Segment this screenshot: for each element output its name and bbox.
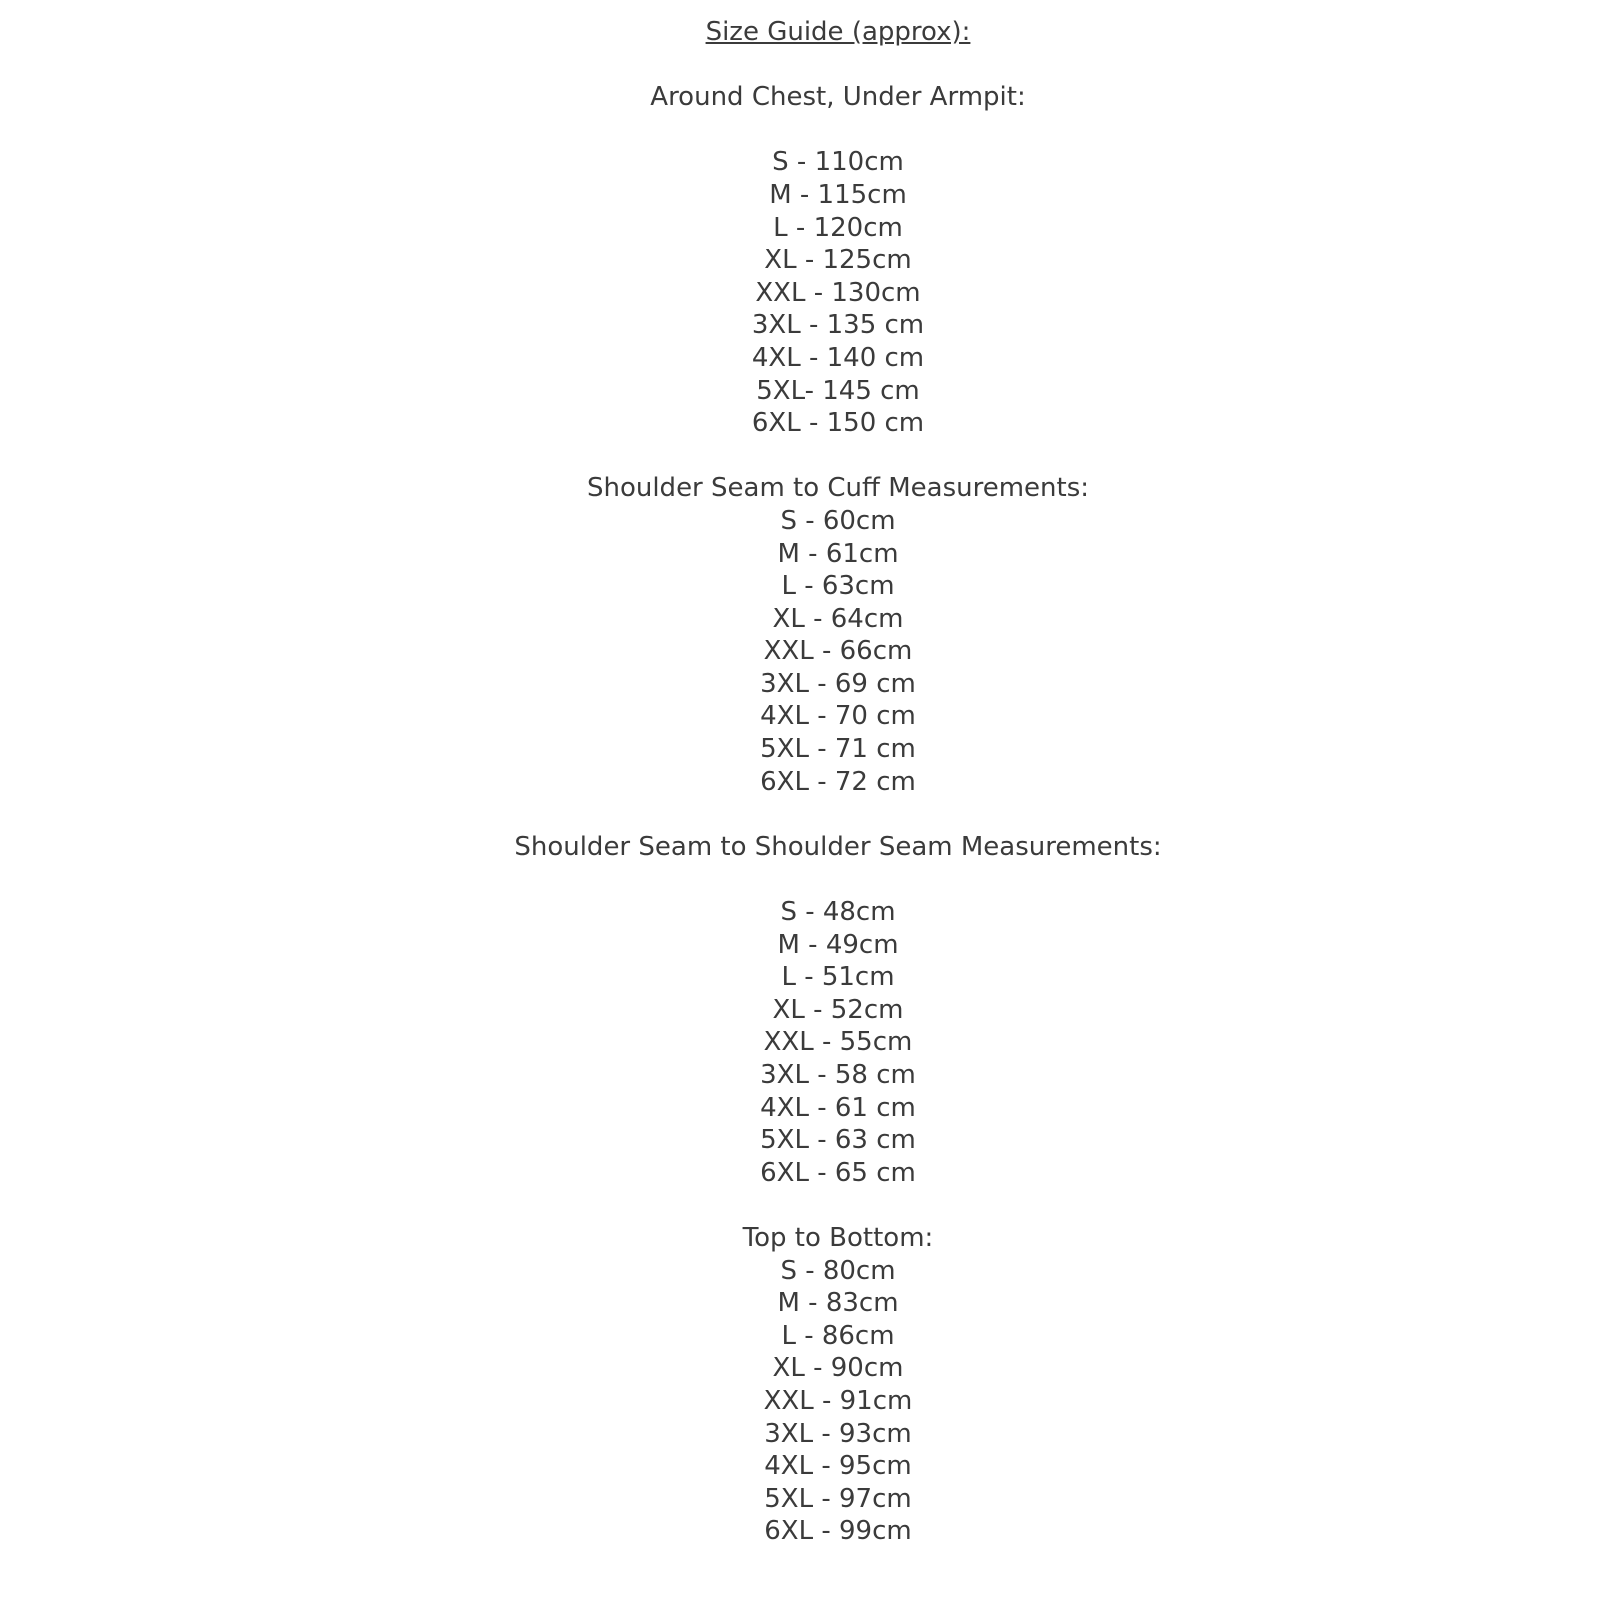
blank-line	[76, 49, 1600, 82]
size-measurement-row: 3XL - 69 cm	[760, 668, 916, 699]
size-measurement-row: M - 83cm	[777, 1288, 899, 1319]
page-title: Size Guide (approx):	[705, 17, 971, 47]
size-measurement-row: XL - 64cm	[772, 603, 904, 634]
size-measurement-row: 5XL - 63 cm	[760, 1125, 916, 1156]
blank-line	[76, 114, 1600, 147]
size-measurement-row: S - 110cm	[772, 147, 904, 178]
size-measurement-row: 4XL - 140 cm	[751, 342, 925, 373]
size-measurement-row: L - 120cm	[773, 212, 903, 243]
size-measurement-row: 3XL - 93cm	[764, 1418, 912, 1449]
size-measurement-row: M - 61cm	[777, 538, 899, 569]
section-heading: Top to Bottom:	[742, 1222, 934, 1253]
size-measurement-row: XXL - 55cm	[763, 1027, 913, 1058]
size-measurement-row: 5XL- 145 cm	[756, 375, 920, 406]
size-measurement-row: 5XL - 71 cm	[760, 734, 916, 765]
size-measurement-row: S - 80cm	[780, 1255, 896, 1286]
section-heading: Shoulder Seam to Shoulder Seam Measurements:	[514, 831, 1162, 862]
size-measurement-row: XXL - 91cm	[763, 1385, 913, 1416]
size-measurement-row: L - 51cm	[781, 962, 895, 993]
blank-line	[76, 863, 1600, 896]
size-measurement-row: 4XL - 61 cm	[760, 1092, 916, 1123]
size-measurement-row: S - 60cm	[780, 505, 896, 536]
size-measurement-row: XL - 125cm	[764, 245, 912, 276]
size-measurement-row: 6XL - 99cm	[764, 1516, 912, 1547]
size-measurement-row: XXL - 66cm	[763, 636, 913, 667]
size-measurement-row: M - 115cm	[769, 179, 907, 210]
blank-line	[76, 1189, 1600, 1222]
size-measurement-row: L - 86cm	[781, 1320, 895, 1351]
size-measurement-row: M - 49cm	[777, 929, 899, 960]
blank-line	[76, 798, 1600, 831]
size-measurement-row: 3XL - 135 cm	[751, 310, 925, 341]
size-measurement-row: 4XL - 95cm	[764, 1451, 912, 1482]
size-measurement-row: XXL - 130cm	[755, 277, 921, 308]
size-measurement-row: S - 48cm	[780, 897, 896, 928]
size-measurement-row: 4XL - 70 cm	[760, 701, 916, 732]
size-measurement-row: XL - 90cm	[772, 1353, 904, 1384]
section-heading: Shoulder Seam to Cuff Measurements:	[586, 473, 1090, 504]
size-measurement-row: 6XL - 65 cm	[760, 1157, 916, 1188]
size-measurement-row: L - 63cm	[781, 571, 895, 602]
size-guide-document	[76, 16, 1600, 1548]
size-measurement-row: 3XL - 58 cm	[760, 1060, 916, 1090]
size-measurement-row: 5XL - 97cm	[764, 1483, 912, 1514]
blank-line	[76, 440, 1600, 473]
section-heading: Around Chest, Under Armpit:	[650, 82, 1026, 113]
size-measurement-row: 6XL - 150 cm	[751, 408, 925, 439]
size-measurement-row: XL - 52cm	[772, 994, 904, 1025]
size-measurement-row: 6XL - 72 cm	[760, 766, 916, 797]
size-guide-sections	[76, 49, 1600, 1548]
